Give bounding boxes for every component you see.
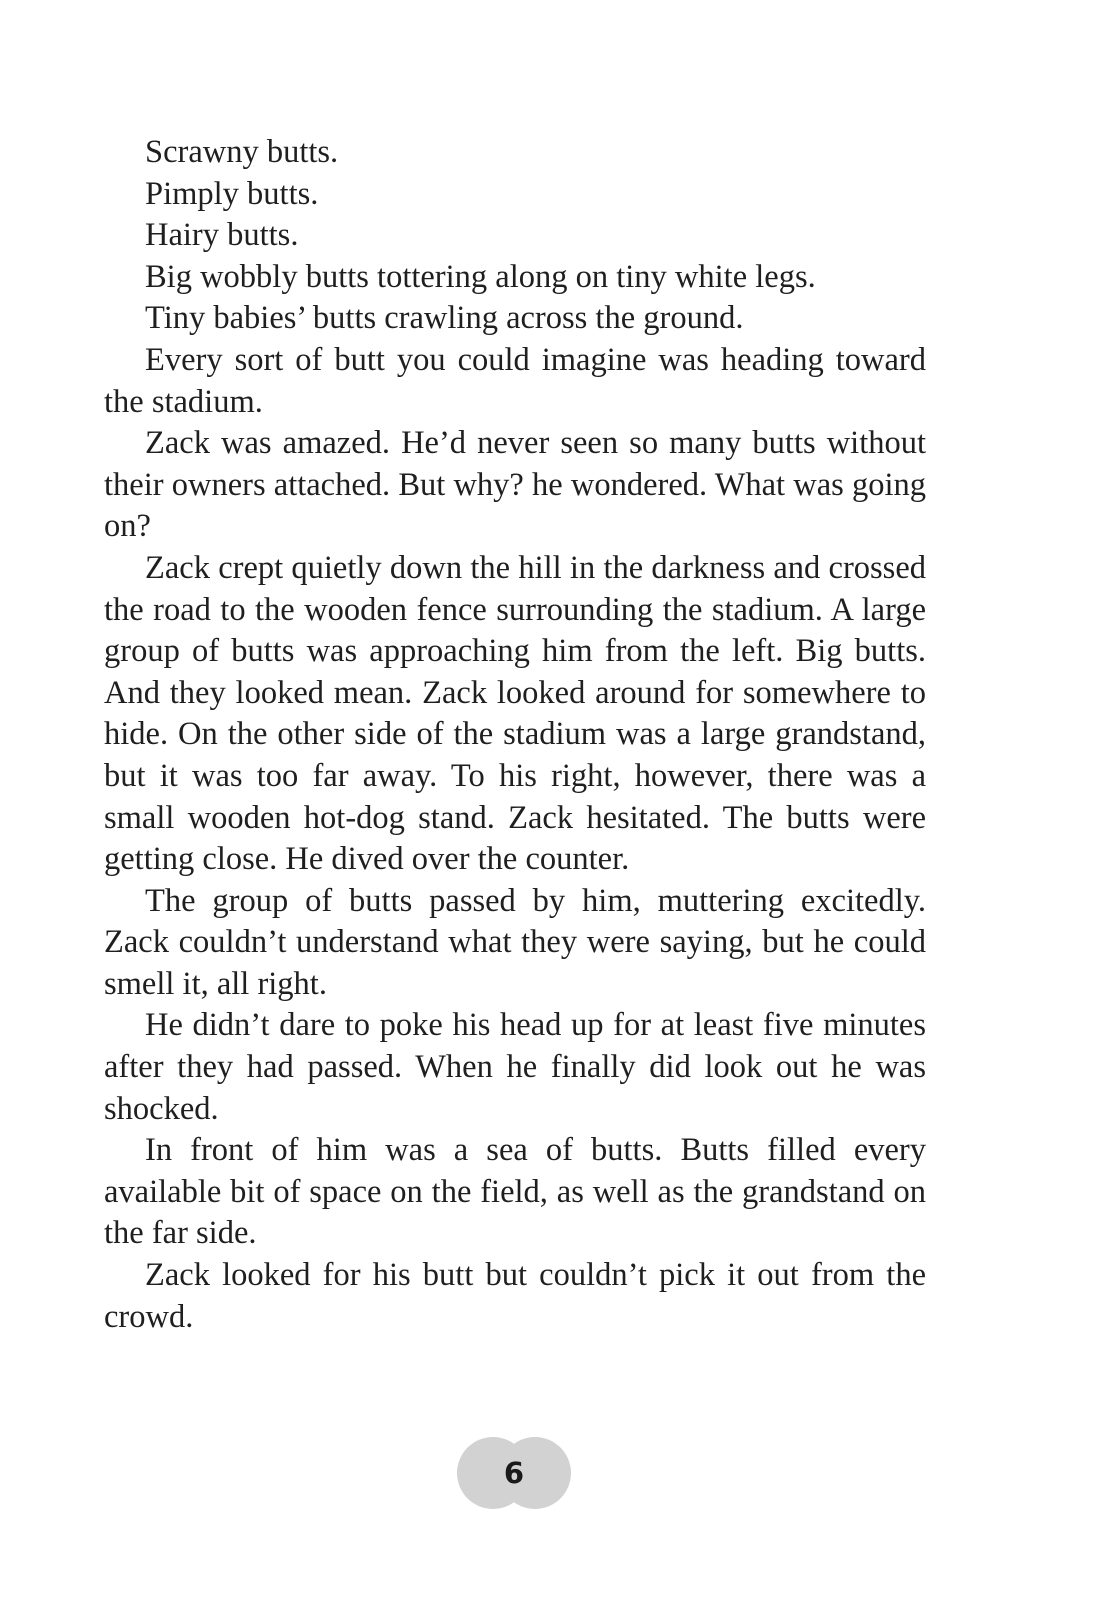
body-text <box>104 132 926 1338</box>
paragraph: Big wobbly butts tottering along on tiny white legs. <box>145 258 816 295</box>
paragraph: Zack crept quietly down the hill in the darkness and crossed the road to the wooden fence surrounding the stadium. A large group of butts was approaching him from the left. Big butts. And they looked mean. Zack looked around for somewhere to hide. On the other side of the stadium was a large grandstand, but it was too far away. To his right, however, there was a small wooden hot-dog stand. Zack hesitated. The butts were getting close. He dived over the counter. <box>104 549 926 878</box>
page-number: 6 <box>503 1456 525 1490</box>
paragraph: The group of butts passed by him, muttering excitedly. Zack couldn’t understand what they were saying, but he could smell it, all right. <box>104 882 926 1002</box>
page-number-badge <box>457 1437 571 1509</box>
paragraph: Zack was amazed. He’d never seen so many butts without their owners attached. But why? he wondered. What was going on? <box>104 425 926 545</box>
paragraph: Pimply butts. <box>145 175 319 212</box>
paragraph: Scrawny butts. <box>145 134 339 170</box>
paragraph: In front of him was a sea of butts. Butts filled every available bit of space on the field, as well as the grandstand on the far side. <box>104 1132 926 1252</box>
paragraph: Hairy butts. <box>145 217 299 254</box>
paragraph: Every sort of butt you could imagine was heading toward the stadium. <box>104 341 926 420</box>
paragraph: He didn’t dare to poke his head up for at least five minutes after they had passed. When he finally did look out he was shocked. <box>104 1007 926 1127</box>
paragraph: Zack looked for his butt but couldn’t pick it out from the crowd. <box>104 1257 926 1335</box>
paragraph: Tiny babies’ butts crawling across the ground. <box>145 300 744 337</box>
